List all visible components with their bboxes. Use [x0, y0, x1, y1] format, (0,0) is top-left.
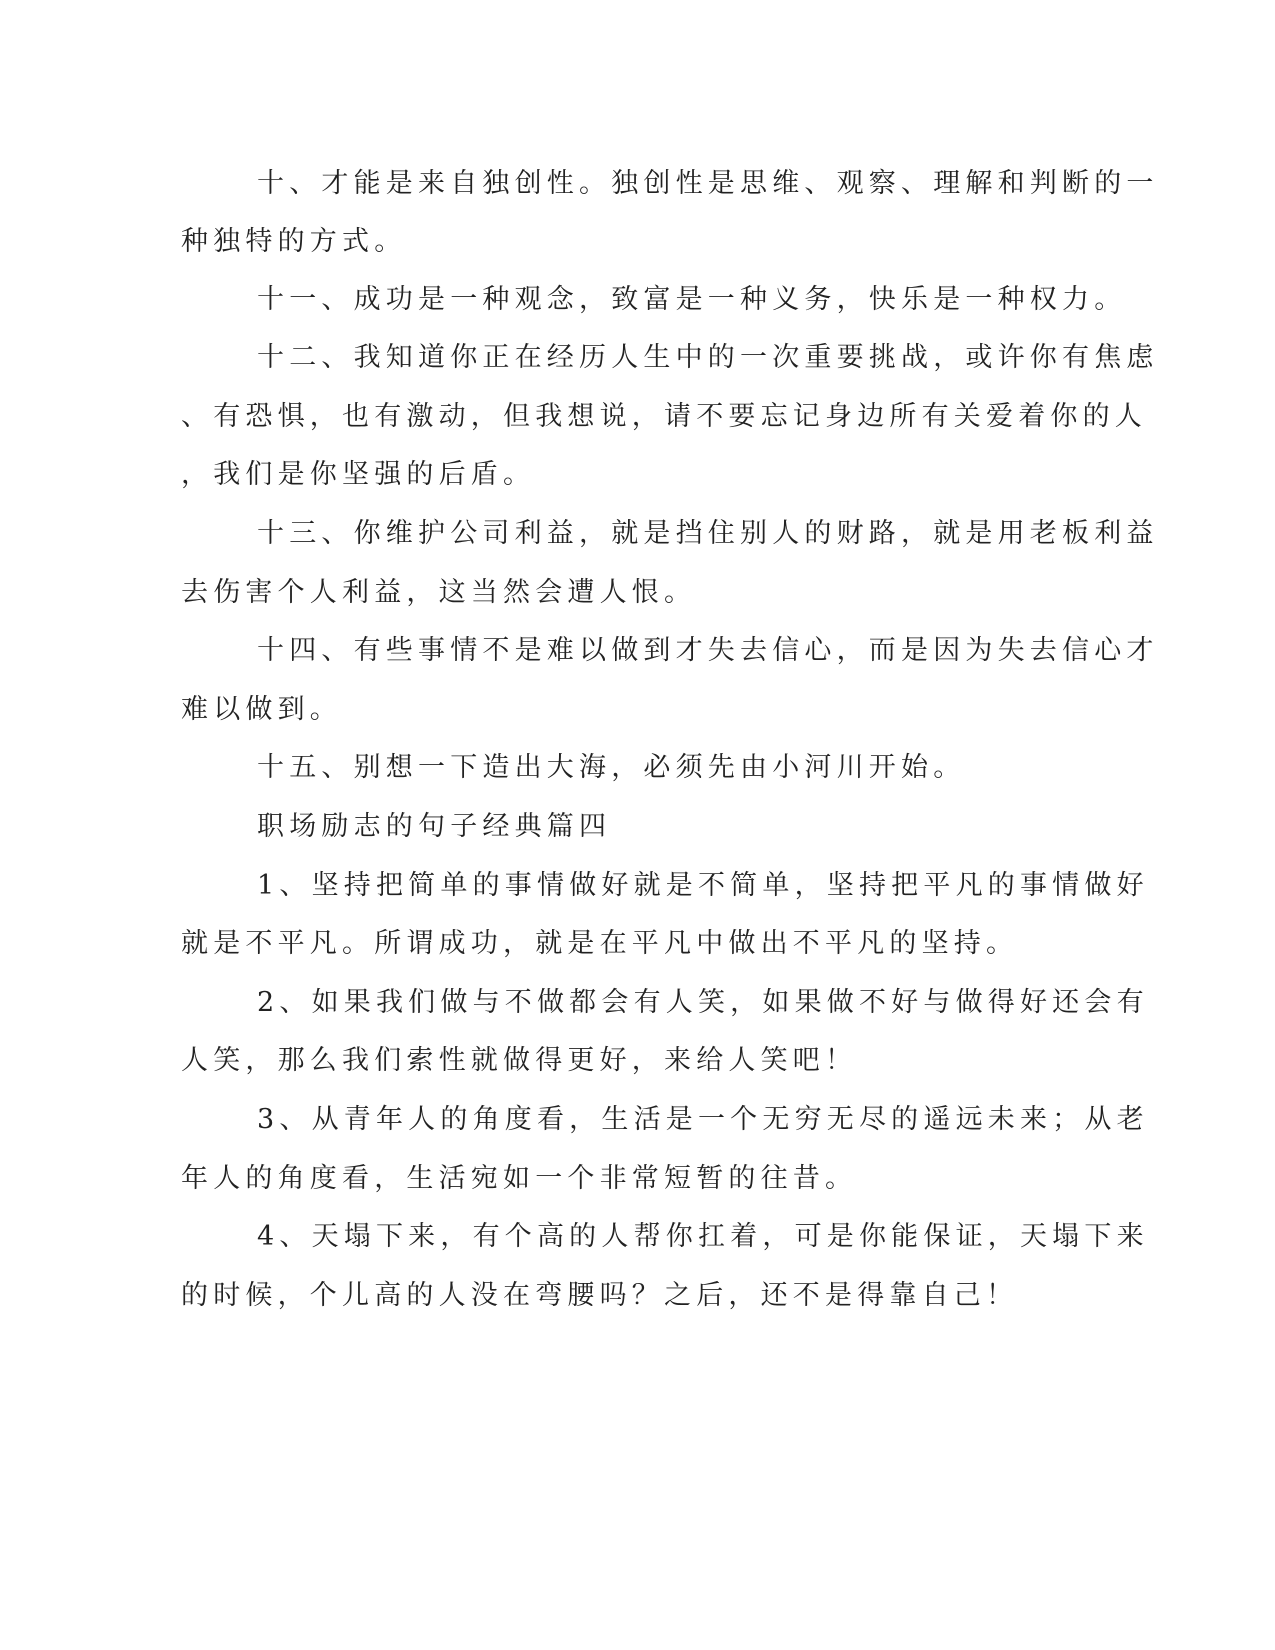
- text-line: 2、如果我们做与不做都会有人笑，如果做不好与做得好还会有: [257, 987, 1149, 1018]
- text-line: 、有恐惧，也有激动，但我想说，请不要忘记身边所有关爱着你的人: [181, 401, 1147, 432]
- text-line: 的时候，个儿高的人没在弯腰吗？之后，还不是得靠自己！: [181, 1280, 1019, 1311]
- text-line: 人笑，那么我们索性就做得更好，来给人笑吧！: [181, 1045, 858, 1076]
- text-line: 年人的角度看，生活宛如一个非常短暂的往昔。: [181, 1163, 858, 1194]
- text-line: 十三、你维护公司利益，就是挡住别人的财路，就是用老板利益: [257, 518, 1159, 549]
- text-line: 十四、有些事情不是难以做到才失去信心，而是因为失去信心才: [257, 635, 1159, 666]
- text-line: 十、才能是来自独创性。独创性是思维、观察、理解和判断的一: [257, 168, 1159, 199]
- text-line: ，我们是你坚强的后盾。: [181, 459, 536, 490]
- text-line: 难以做到。: [181, 694, 342, 725]
- text-line: 1、坚持把简单的事情做好就是不简单，坚持把平凡的事情做好: [257, 870, 1149, 901]
- text-line: 十一、成功是一种观念，致富是一种义务，快乐是一种权力。: [257, 284, 1127, 315]
- text-line: 就是不平凡。所谓成功，就是在平凡中做出不平凡的坚持。: [181, 928, 1019, 959]
- text-line: 去伤害个人利益，这当然会遭人恨。: [181, 577, 697, 608]
- text-line: 4、天塌下来，有个高的人帮你扛着，可是你能保证，天塌下来: [257, 1221, 1149, 1252]
- text-line: 十五、别想一下造出大海，必须先由小河川开始。: [257, 752, 966, 783]
- text-line: 十二、我知道你正在经历人生中的一次重要挑战，或许你有焦虑: [257, 342, 1159, 373]
- text-line: 种独特的方式。: [181, 226, 407, 257]
- section-heading: 职场励志的句子经典篇四: [257, 811, 612, 842]
- text-line: 3、从青年人的角度看，生活是一个无穷无尽的遥远未来；从老: [257, 1104, 1149, 1135]
